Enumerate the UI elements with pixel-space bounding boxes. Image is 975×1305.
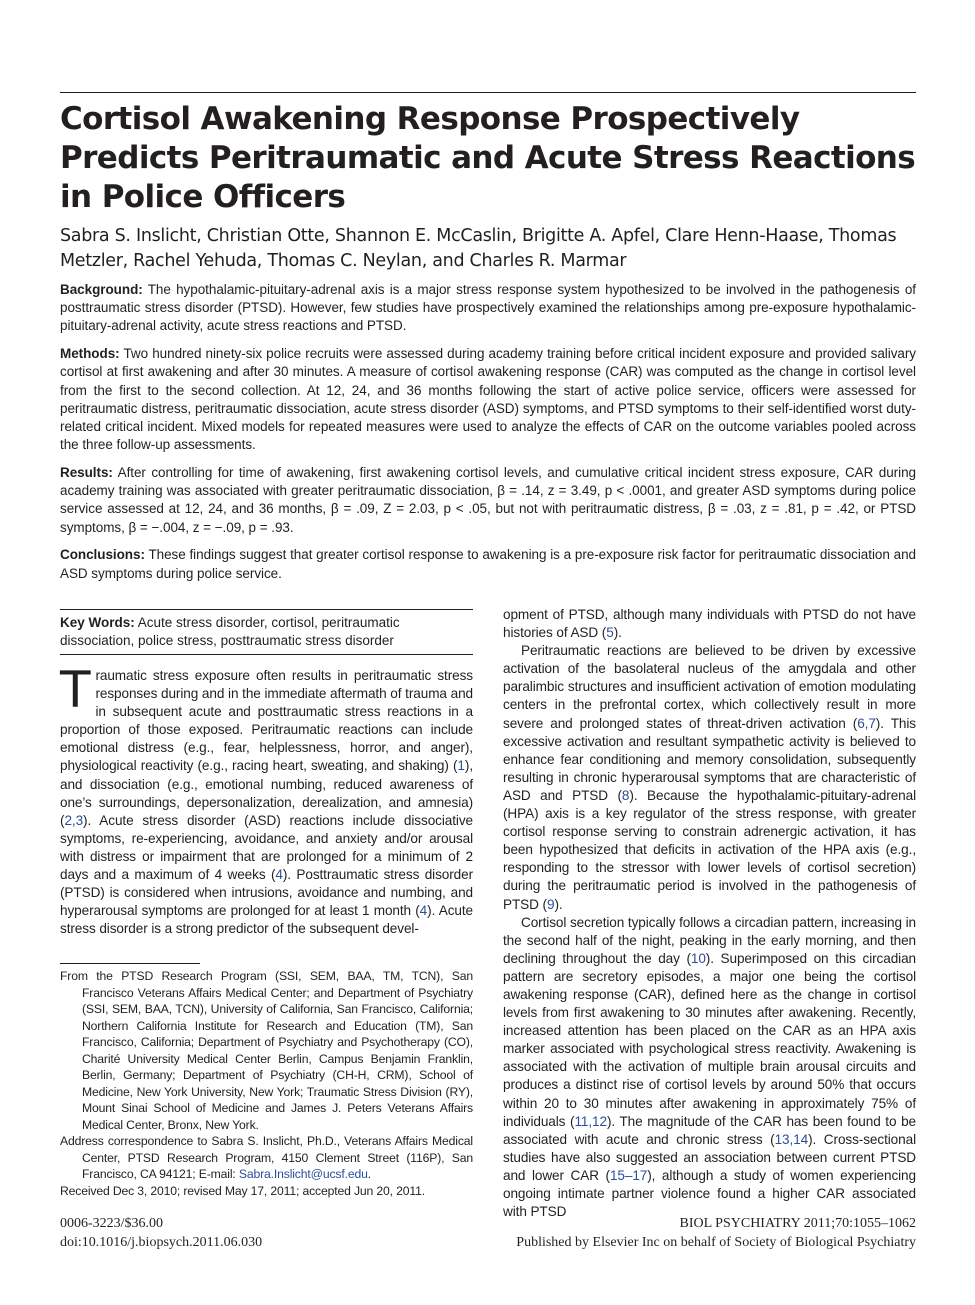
citation-link[interactable]: 10: [690, 950, 706, 966]
article-title: Cortisol Awakening Response Prospectively Predicts Peritraumatic and Acute Stress Reactions in Police Officers: [60, 101, 916, 215]
address-end: .: [367, 1167, 371, 1181]
body-text: ). Superimposed on this circadian pattern are secretory episodes, a major one being the cortisol awakening response (CAR), defined here as the change in cortisol levels from first awakening to 30 minutes after awakening. Recently, increased attention has been placed on the CAR as an HPA axis marker associated with psychological stress reactivity. Awakening is associated with the activation of multiple brain arousal circuits and produces a distinct rise of cortisol levels by around 50% that occurs within 20 to 30 minutes after awakening in approximately 75% of individuals (: [503, 950, 916, 1129]
results-text: After controlling for time of awakening, first awakening cortisol levels, and cumulative critical incident stress exposure, CAR during academy training was associated with greater peritraumatic dissociation, β = .14, z = 3.49, p < .0001, and greater ASD symptoms during police service assessed at 12, 24, and 36 months, β = .09, Z = 2.03, p < .05, but not with peritraumatic distress, β = .03, z = .81, p = .42, or PTSD symptoms, β = −.004, z = −.09, p = .93.: [60, 465, 916, 535]
continued-paragraph: [503, 606, 916, 642]
body-text: ). The magnitude of the CAR has been found to be associated with acute and chronic stress (: [503, 1113, 916, 1147]
peritraumatic-paragraph: [503, 642, 916, 913]
affiliations: [60, 968, 473, 1199]
header-rule: [60, 92, 916, 93]
body-text: ). This excessive activation and resultant sympathetic activity is believed to enhance fear conditioning and memory consolidation, subsequently resulting in chronic hyperarousal symptoms that are characteristic of ASD and PTSD (: [503, 715, 916, 803]
methods-label: Methods:: [60, 346, 120, 362]
publisher-line: Published by Elsevier Inc on behalf of Society of Biological Psychiatry: [516, 1234, 916, 1250]
keywords-box: [60, 609, 473, 655]
conclusions-text: These findings suggest that greater cortisol response to awakening is a pre-exposure risk factor for peritraumatic dissociation and ASD symptoms during police service.: [60, 547, 916, 581]
citation-link[interactable]: 9: [546, 896, 555, 912]
affiliation-from: From the PTSD Research Program (SSI, SEM, BAA, TM, TCN), San Francisco Veterans Affairs Medical Center; and Department of Psychiatry (SSI, SEM, BAA, TCN), University of California, San Francisco, California; Northern California Institute for Research and Education (TM), San Francisco, California; Department of Psychiatry and Psychotherapy (CO), Charité University Medical Center Berlin, Campus Benjamin Franklin, Berlin, Germany; Department of Psychiatry (CH-H, CRM), School of Medicine, New York University, New York; Traumatic Stress Division (RY), Mount Sinai School of Medicine and James J. Peters Veterans Affairs Medical Center, Bronx, New York.: [60, 969, 473, 1132]
methods-text: Two hundred ninety-six police recruits were assessed during academy training before critical incident exposure and provided salivary cortisol at first awakening and after 30 minutes. A measure of cortisol awakening response (CAR) was computed as the change in cortisol level from the first to the second collection. At 12, 24, and 36 months following the start of active police service, officers were assessed for peritraumatic distress, peritraumatic dissociation, acute stress disorder (ASD) symptoms, and PTSD symptoms to their self-identified worst duty-related critical incident. Mixed models for repeated measures were used to analyze the effects of CAR on the outcome variables pooled across the three follow-up assessments.: [60, 346, 916, 453]
abstract: [60, 281, 916, 592]
issn-price: 0006-3223/$36.00: [60, 1216, 164, 1231]
citation-link[interactable]: 11,12: [574, 1113, 607, 1129]
author-list: Sabra S. Inslicht, Christian Otte, Shannon E. McCaslin, Brigitte A. Apfel, Clare Henn-Haase, Thomas Metzler, Rachel Yehuda, Thomas C. Neylan, and Charles R. Marmar: [60, 226, 897, 271]
body-text: ).: [554, 896, 563, 912]
body-column-left: [60, 661, 474, 938]
citation-link[interactable]: 6,7: [857, 715, 876, 731]
results-label: Results:: [60, 465, 113, 481]
background-text: The hypothalamic-pituitary-adrenal axis is a major stress response system hypothesized to be involved in the pathogenesis of posttraumatic stress disorder (PTSD). However, few studies have prospectively examined the relationships among pre-exposure hypothalamic-pituitary-adrenal activity, acute stress reactions and PTSD.: [60, 282, 916, 334]
conclusions-label: Conclusions:: [60, 547, 145, 563]
abstract-background: [60, 281, 916, 336]
citation-link[interactable]: 4: [419, 903, 428, 919]
drop-cap: T: [60, 661, 91, 719]
doi: doi:10.1016/j.biopsych.2011.06.030: [60, 1234, 263, 1250]
citation-link[interactable]: 4: [275, 867, 283, 883]
background-label: Background:: [60, 282, 143, 297]
affiliation-rule: [60, 963, 200, 964]
journal-citation: BIOL PSYCHIATRY 2011;70:1055–1062: [679, 1216, 916, 1231]
intro-text-4: ). Posttraumatic stress disorder (PTSD) is considered when intrusions, avoidance and numbing, and hyperarousal symptoms are prolonged for at least 1 month (: [60, 867, 474, 919]
correspondence-address: [60, 1133, 473, 1183]
abstract-methods: [60, 345, 916, 454]
citation-link[interactable]: 8: [621, 787, 630, 803]
received-dates: Received Dec 3, 2010; revised May 17, 2011; accepted Jun 20, 2011.: [60, 1183, 425, 1198]
intro-text-5: ). Acute stress disorder is a strong predictor of the subsequent devel-: [60, 903, 473, 937]
body-text: opment of PTSD, although many individuals with PTSD do not have histories of ASD (: [503, 607, 916, 641]
body-text: Cortisol secretion typically follows a circadian pattern, increasing in the second half of the night, peaking in the early morning, and then declining throughout the day (: [503, 914, 916, 966]
body-text: ).: [613, 625, 622, 641]
intro-paragraph: [60, 661, 474, 938]
body-text: ). Cross-sectional studies have also suggested an association between current PTSD and lower CAR (: [503, 1131, 916, 1183]
cortisol-paragraph: [503, 914, 916, 1222]
footer-left: [60, 1215, 262, 1252]
address-text: Address correspondence to Sabra S. Inslicht, Ph.D., Veterans Affairs Medical Center, PTSD Research Program, 4150 Clement Street (116P), San Francisco, CA 94121; E-mail:: [60, 1134, 473, 1181]
citation-link[interactable]: 15–17: [609, 1167, 648, 1183]
citation-link[interactable]: 5: [606, 625, 614, 641]
intro-text-2: ), and dissociation (e.g., emotional numbing, reduced awareness of one’s surroundings, depersonalization, derealization, and amnesia) (: [60, 758, 473, 828]
body-text: ), although a study of women experiencing ongoing intimate partner violence found a higher CAR associated with PTSD: [503, 1167, 916, 1220]
citation-link[interactable]: 13,14: [774, 1131, 809, 1147]
footer-right: [516, 1215, 916, 1252]
body-text: ). Because the hypothalamic-pituitary-adrenal (HPA) axis is a key regulator of the stress response, with greater cortisol response serving to constrain adrenergic activation, it has been hypothesized that deficits in activation of the HPA axis (e.g., responding to the stressor with lower levels of cortisol secretion) during the peritraumatic period is involved in the pathogenesis of PTSD (: [503, 787, 916, 912]
citation-link[interactable]: 1: [457, 758, 465, 774]
keywords-label: Key Words:: [60, 615, 135, 630]
abstract-conclusions: [60, 546, 916, 582]
intro-text-1: raumatic stress exposure often results in peritraumatic stress responses during and in the immediate aftermath of trauma and in subsequent acute and posttraumatic stress reactions in a proportion of those exposed. Peritraumatic reactions can include emotional distress (e.g., fear, helplessness, horror, and anger), physiological reactivity (e.g., racing heart, sweating, and shaking) (: [60, 668, 473, 774]
citation-link[interactable]: 2,3: [64, 812, 84, 828]
keywords-text: Acute stress disorder, cortisol, peritraumatic dissociation, police stress, posttraumatic stress disorder: [60, 615, 400, 648]
body-text: Peritraumatic reactions are believed to be driven by excessive activation of the basolateral nucleus of the amygdala and other paralimbic structures and insufficient activation of emotion modulating centers in the prefrontal cortex, which collectively result in more severe and prolonged states of threat-driven activation (: [503, 643, 916, 731]
email-link[interactable]: Sabra.Inslicht@ucsf.edu: [238, 1167, 368, 1181]
abstract-results: [60, 464, 916, 537]
body-column-right: [503, 606, 916, 1221]
intro-text-3: ). Acute stress disorder (ASD) reactions include dissociative symptoms, re-experiencing, avoidance, and anxiety and/or arousal with distress or impairment that are prolonged for a minimum of 2 days and a maximum of 4 weeks (: [60, 812, 473, 883]
